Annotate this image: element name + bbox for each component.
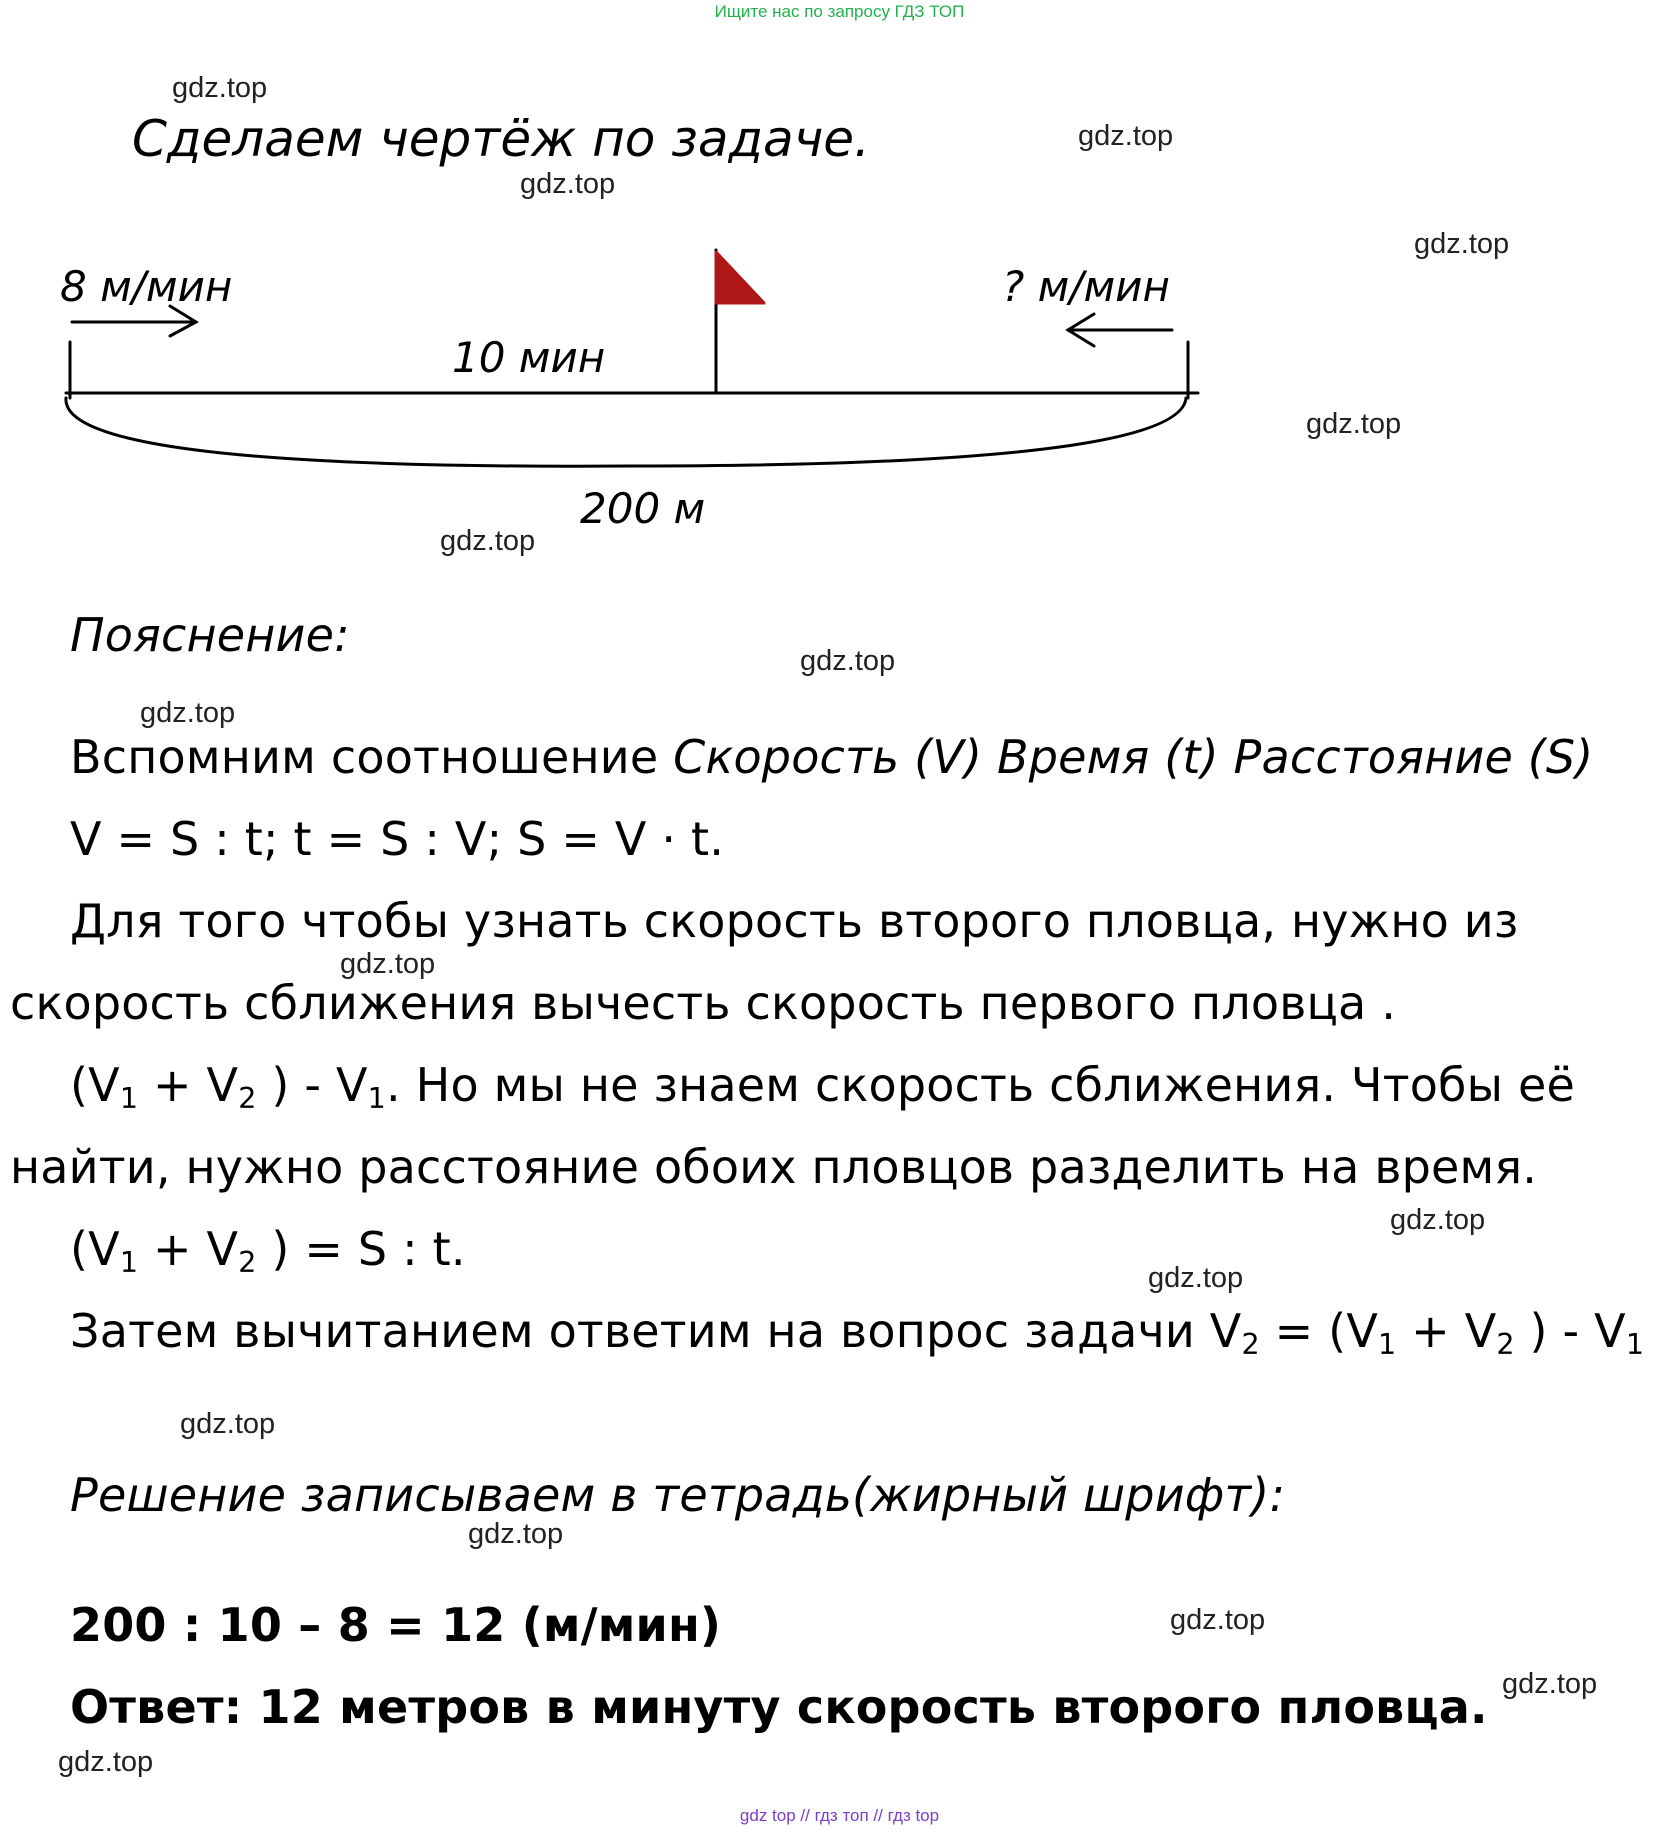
watermark: gdz.top	[520, 168, 616, 200]
watermark: gdz.top	[172, 72, 268, 104]
formula-line: ($V_1 + V_2$ ) = S : t.	[70, 1222, 466, 1280]
top-banner: Ищите нас по запросу ГДЗ ТОП	[714, 2, 965, 21]
explanation-heading: Пояснение:	[70, 608, 350, 662]
bottom-banner: gdz top // гдз топ // гдз top	[739, 1806, 940, 1825]
watermark: gdz.top	[180, 1408, 276, 1440]
distance-label: 200 м	[580, 484, 706, 533]
watermark: gdz.top	[1170, 1604, 1266, 1636]
watermark: gdz.top	[1148, 1262, 1244, 1294]
watermark: gdz.top	[340, 948, 436, 980]
watermark: gdz.top	[800, 645, 896, 677]
left-speed-label: 8 м/мин	[60, 262, 233, 311]
drawing-title: Сделаем чертёж по задаче.	[132, 110, 870, 168]
watermark: gdz.top	[140, 697, 236, 729]
answer-line: Ответ: 12 метров в минуту скорость второго пловца.	[70, 1680, 1488, 1734]
watermark: gdz.top	[468, 1518, 564, 1550]
formulas-line: V = S : t; t = S : V; S = V · t.	[70, 812, 725, 866]
paragraph-line: найти, нужно расстояние обоих пловцов разделить на время.	[10, 1140, 1538, 1194]
right-arrow-icon	[72, 306, 196, 336]
paragraph-line: скорость сближения вычесть скорость первого пловца .	[10, 976, 1397, 1030]
watermark: gdz.top	[440, 525, 536, 557]
paragraph-line: ($V_1 + V_2$ ) - $V_1$. Но мы не знаем скорость сближения. Чтобы её	[70, 1058, 1575, 1116]
solution-heading: Решение записываем в тетрадь(жирный шрифт):	[70, 1468, 1286, 1522]
solution-calculation: 200 : 10 – 8 = 12 (м/мин)	[70, 1598, 722, 1652]
time-label: 10 мин	[452, 333, 606, 382]
recall-line: Вспомним соотношение Скорость (V) Время (t) Расстояние (S)	[70, 730, 1594, 784]
final-line: Затем вычитанием ответим на вопрос задачи $V_2 = (V_1 + V_2$ ) - $V_1$	[70, 1304, 1645, 1362]
watermark: gdz.top	[1306, 408, 1402, 440]
left-arrow-icon	[1068, 314, 1172, 346]
right-speed-label: ? м/мин	[1002, 262, 1170, 311]
flag-icon	[716, 252, 764, 303]
watermark: gdz.top	[1414, 228, 1510, 260]
watermark: gdz.top	[1390, 1204, 1486, 1236]
watermark: gdz.top	[1078, 120, 1174, 152]
paragraph-line: Для того чтобы узнать скорость второго пловца, нужно из	[70, 894, 1519, 948]
watermark: gdz.top	[1502, 1668, 1598, 1700]
watermark: gdz.top	[58, 1746, 154, 1778]
distance-brace	[66, 398, 1186, 466]
